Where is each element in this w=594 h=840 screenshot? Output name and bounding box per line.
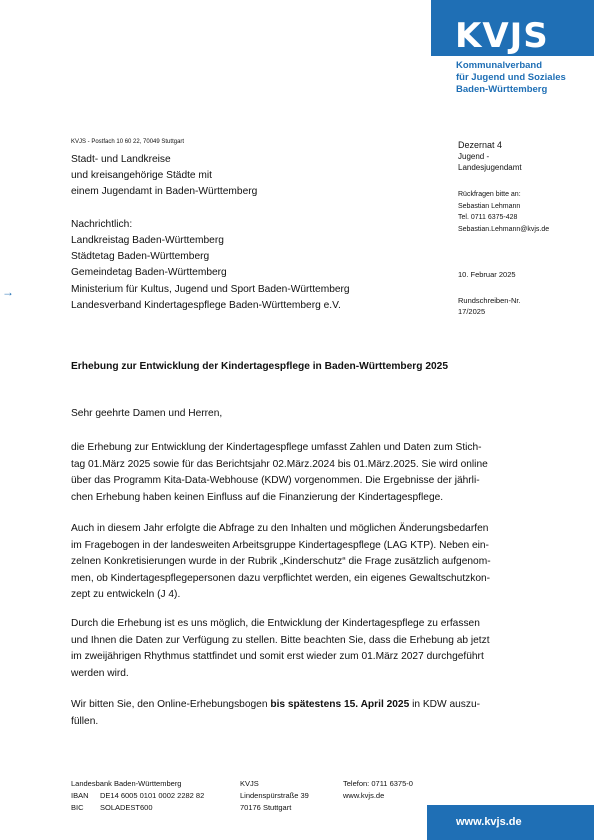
recipient-line: Städtetag Baden-Württemberg — [71, 251, 210, 263]
footer-contact — [343, 778, 413, 802]
street: Lindenspürstraße 39 — [240, 791, 309, 800]
recipient-line: einem Jugendamt in Baden-Württemberg — [71, 186, 258, 198]
paragraph-line: werden wird. — [71, 667, 129, 679]
bank-name: Landesbank Baden-Württemberg — [71, 779, 182, 788]
paragraph-line: zept zu entwickeln (J 4). — [71, 589, 181, 600]
letter-date: 10. Februar 2025 — [458, 270, 516, 279]
logo-line: für Jugend und Soziales — [456, 72, 566, 83]
logo-line: Baden-Württemberg — [456, 84, 548, 95]
paragraph-line: und Ihnen die Daten zur Verfügung zu stellen. Bitte beachten Sie, dass die Erhebung ab jetzt — [71, 634, 490, 646]
recipient-line: Landesverband Kindertagespflege Baden-Württemberg e.V. — [71, 299, 341, 311]
phone: Telefon: 0711 6375-0 — [343, 779, 413, 788]
paragraph-2 — [71, 521, 521, 604]
circular-label: Rundschreiben-Nr. — [458, 296, 521, 305]
recipient-line: Landkreistag Baden-Württemberg — [71, 235, 224, 246]
deadline-text-before: Wir bitten Sie, den Online-Erhebungsbogen — [71, 699, 271, 710]
fold-mark-arrow-icon: → — [2, 285, 14, 299]
bic-label: BIC — [71, 803, 84, 812]
salutation: Sehr geehrte Damen und Herren, — [71, 408, 223, 419]
paragraph-3 — [71, 616, 521, 682]
recipient-address — [71, 152, 350, 314]
logo-brand: KVJS — [455, 16, 549, 56]
contact-email[interactable]: Sebastian.Lehmann@kvjs.de — [458, 225, 550, 233]
paragraph-line: tag 01.März 2025 sowie für das Berichtsjahr 02.März.2024 bis 01.März.2025. Sie wird online — [71, 458, 488, 470]
deadline-highlight: bis spätestens 15. April 2025 — [270, 699, 410, 710]
iban-label: IBAN — [71, 791, 89, 800]
dezernat: Dezernat 4 — [458, 140, 503, 150]
footer-bank — [71, 778, 204, 814]
paragraph-line — [71, 697, 521, 714]
website-link[interactable]: www.kvjs.de — [343, 791, 385, 800]
contact-label: Rückfragen bitte an: — [458, 191, 521, 198]
contact-name: Sebastian Lehmann — [458, 202, 521, 210]
logo-line: Kommunalverband — [456, 60, 543, 71]
recipient-line: Gemeindetag Baden-Württemberg — [71, 267, 227, 279]
paragraph-line: im Fragebogen in der landesweiten Arbeitsgruppe Kindertagespflege (LAG KTP). Neben ein- — [71, 539, 489, 551]
recipient-line: Stadt- und Landkreise — [71, 154, 171, 165]
recipient-line: Ministerium für Kultus, Jugend und Sport Baden-Württemberg — [71, 283, 350, 295]
paragraph-line: zelnen Konkretisierungen wurde in der Rubrik „Kinderschutz“ die Frage zusätzlich aufgenom- — [71, 556, 491, 567]
bic-value: SOLADEST600 — [100, 803, 153, 812]
paragraph-line: füllen. — [71, 715, 99, 727]
iban-value: DE14 6005 0101 0002 2282 82 — [100, 791, 205, 800]
recipient-line: Nachrichtlich: — [71, 218, 133, 230]
sender-line: KVJS - Postfach 10 60 22, 70049 Stuttgart — [71, 139, 185, 145]
department-line: Landesjugendamt — [458, 163, 522, 172]
letter-subject: Erhebung zur Entwicklung der Kindertagespflege in Baden-Württemberg 2025 — [71, 361, 448, 372]
circular-number — [458, 295, 521, 317]
iban-row — [71, 790, 204, 802]
paragraph-line: die Erhebung zur Entwicklung der Kindertagespflege umfasst Zahlen und Daten zum Stich- — [71, 442, 482, 453]
paragraph-line: über das Programm Kita-Data-Webhouse (KDW) vorgenommen. Die Ergebnisse der jährli- — [71, 475, 480, 486]
paragraph-4 — [71, 697, 521, 730]
circular-value: 17/2025 — [458, 307, 486, 316]
recipient-line: und kreisangehörige Städte mit — [71, 170, 213, 182]
url-badge-text[interactable]: www.kvjs.de — [456, 816, 522, 828]
logo-tagline — [456, 60, 566, 96]
paragraph-line: chen Erhebung haben keinen Einfluss auf die Finanzierung der Kindertagespflege. — [71, 491, 444, 503]
recipient-line — [71, 201, 350, 217]
paragraph-line: men, ob Kindertagespflegepersonen dazu verpflichtet werden, ein eigenes Gewaltschutzkon- — [71, 572, 491, 584]
footer-address — [240, 778, 309, 814]
paragraph-line: Durch die Erhebung ist es uns möglich, die Entwicklung der Kindertagespflege zu erfassen — [71, 618, 480, 629]
bic-row — [71, 802, 204, 814]
deadline-text-after: in KDW auszu- — [409, 699, 481, 710]
city: 70176 Stuttgart — [240, 803, 292, 812]
contact-phone: Tel. 0711 6375-428 — [458, 214, 518, 221]
paragraph-line: im zweijährigen Rhythmus stattfindet und somit erst wieder zum 01.März 2027 durchgeführt — [71, 651, 484, 662]
department-info — [458, 139, 549, 235]
department-line: Jugend - — [458, 152, 490, 161]
paragraph-line: Auch in diesem Jahr erfolgte die Abfrage zu den Inhalten und möglichen Änderungsbedarfen — [71, 523, 489, 534]
paragraph-1 — [71, 440, 521, 506]
org-name: KVJS — [240, 779, 259, 788]
